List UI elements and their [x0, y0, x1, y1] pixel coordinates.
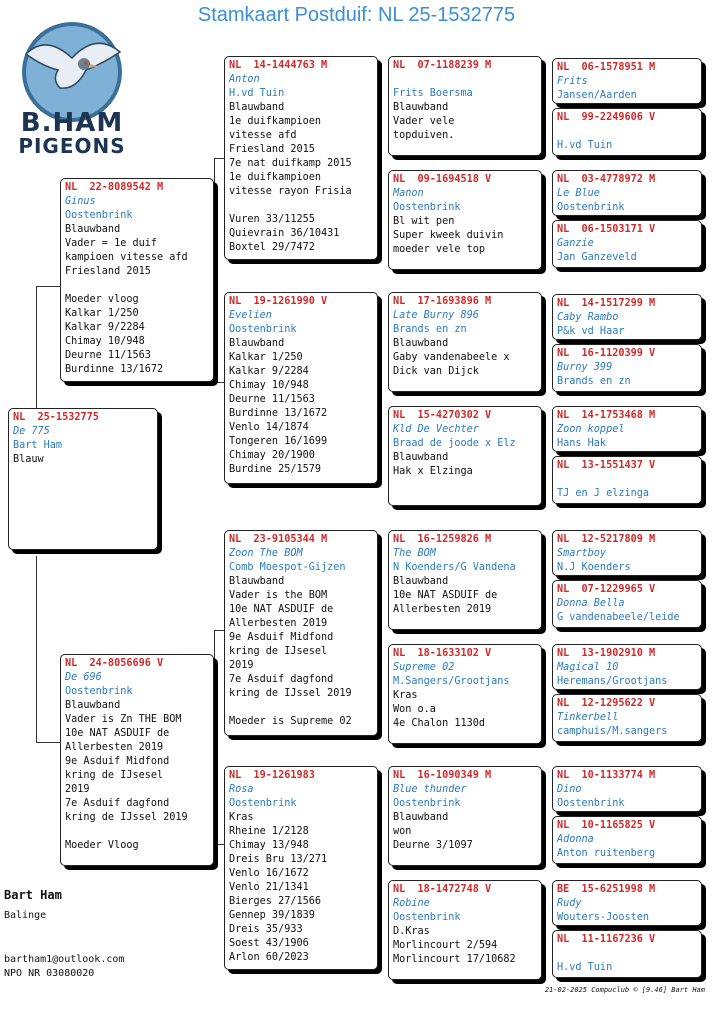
- detail-line: 7e Asduif dagfond: [65, 798, 170, 809]
- logo-text-bham: B.HAM: [20, 108, 124, 138]
- detail-line: Chimay 13/948: [229, 840, 309, 851]
- pigeon-name: Kld De Vechter: [393, 424, 479, 435]
- detail-line: 10e NAT ASDUIF de: [229, 604, 334, 615]
- detail-line: Gennep 39/1839: [229, 910, 315, 921]
- pedigree-card-dam-sire[interactable]: [224, 530, 378, 736]
- ring-number: NL 15-4270302 V: [393, 410, 492, 421]
- detail-line: topduiven.: [393, 130, 455, 141]
- owner-name: N Koenders/G Vandena: [393, 562, 516, 573]
- pedigree-card-dam-dam[interactable]: [224, 766, 378, 970]
- detail-line: Super kweek duivin: [393, 230, 504, 241]
- pigeon-name: Blue thunder: [393, 784, 467, 795]
- detail-line: Dreis 35/933: [229, 924, 303, 935]
- owner-name: Comb Moespot-Gijzen: [229, 562, 346, 573]
- pedigree-card-ggp[interactable]: [388, 880, 542, 980]
- detail-line: Hak x Elzinga: [393, 466, 473, 477]
- owner-name: Frits Boersma: [393, 88, 473, 99]
- owner-name: M.Sangers/Grootjans: [393, 676, 510, 687]
- detail-line: Blauwband: [393, 102, 449, 113]
- pedigree-card-ggp[interactable]: [388, 292, 542, 392]
- connector-line: [214, 630, 215, 844]
- ring-number: NL 19-1261983: [229, 770, 315, 781]
- pedigree-card-gggp[interactable]: [552, 530, 702, 576]
- owner-name: Oostenbrink: [557, 798, 625, 809]
- pigeon-name: Magical 10: [557, 662, 619, 673]
- pedigree-card-gggp[interactable]: [552, 294, 702, 340]
- pigeon-name: Ganzie: [557, 238, 594, 249]
- owner-name: Oostenbrink: [557, 202, 625, 213]
- pedigree-card-dam[interactable]: [60, 654, 214, 866]
- connector-line: [36, 556, 37, 742]
- ring-number: NL 07-1229965 V: [557, 584, 656, 595]
- detail-line: Deurne 11/1563: [229, 394, 315, 405]
- detail-line: 7e nat duifkamp 2015: [229, 158, 352, 169]
- detail-line: Friesland 2015: [65, 266, 151, 277]
- pigeon-name: Tinkerbell: [557, 712, 619, 723]
- detail-line: Tongeren 16/1699: [229, 436, 328, 447]
- ring-number: NL 16-1120399 V: [557, 348, 656, 359]
- detail-line: vitesse afd: [229, 130, 297, 141]
- ring-number: NL 03-4778972 M: [557, 174, 656, 185]
- owner-name: Brands en zn: [557, 376, 631, 387]
- detail-line: [65, 279, 209, 293]
- detail-line: Blauwband: [393, 452, 449, 463]
- detail-line: Kalkar 9/2284: [229, 366, 309, 377]
- ring-number: NL 11-1167236 V: [557, 934, 656, 945]
- breeder-city: Balinge: [4, 910, 47, 921]
- detail-line: Bl wit pen: [393, 216, 455, 227]
- pedigree-card-subject[interactable]: [8, 408, 158, 550]
- pigeon-name: De 775: [13, 426, 50, 437]
- owner-name: Oostenbrink: [393, 798, 461, 809]
- detail-line: Burdine 25/1579: [229, 464, 322, 475]
- owner-name: TJ en J elzinga: [557, 488, 650, 499]
- owner-name: Hans Hak: [557, 438, 607, 449]
- detail-line: Dick van Dijck: [393, 366, 479, 377]
- detail-line: Blauwband: [393, 576, 449, 587]
- pedigree-card-ggp[interactable]: [388, 644, 542, 744]
- detail-line: Blauwband: [65, 700, 121, 711]
- pedigree-card-gggp[interactable]: [552, 644, 702, 690]
- ring-number: NL 12-5217809 M: [557, 534, 656, 545]
- detail-line: 7e Asduif dagfond: [229, 674, 334, 685]
- ring-number: NL 14-1517299 M: [557, 298, 656, 309]
- ring-number: NL 18-1633102 V: [393, 648, 492, 659]
- ring-number: NL 06-1503171 V: [557, 224, 656, 235]
- pedigree-card-ggp[interactable]: [388, 56, 542, 156]
- detail-line: moeder vele top: [393, 244, 486, 255]
- pigeon-name: De 696: [65, 672, 102, 683]
- detail-line: 10e NAT ASDUIF de: [65, 728, 170, 739]
- owner-name: Jansen/Aarden: [557, 90, 637, 101]
- detail-line: Burdinne 13/1672: [229, 408, 328, 419]
- detail-line: Morlincourt 2/594: [393, 940, 498, 951]
- connector-line: [36, 286, 37, 410]
- owner-name: H.vd Tuin: [557, 962, 613, 973]
- breeder-name: Bart Ham: [4, 888, 62, 902]
- connector-line: [36, 286, 60, 287]
- owner-name: Braad de joode x Elz: [393, 438, 516, 449]
- detail-line: 9e Asduif Midfond: [229, 632, 334, 643]
- detail-line: Allerbesten 2019: [393, 604, 492, 615]
- ring-number: NL 14-1444763 M: [229, 60, 328, 71]
- detail-line: kampioen vitesse afd: [65, 252, 188, 263]
- owner-name: Oostenbrink: [65, 686, 133, 697]
- pigeon-name: Ginus: [65, 196, 96, 207]
- detail-line: Boxtel 29/7472: [229, 242, 315, 253]
- ring-number: NL 18-1472748 V: [393, 884, 492, 895]
- detail-line: Kras: [229, 812, 254, 823]
- detail-line: Moeder vloog: [65, 294, 139, 305]
- pigeon-name: Rudy: [557, 898, 582, 909]
- detail-line: kring de IJsesel: [229, 646, 328, 657]
- detail-line: Dreis Bru 13/271: [229, 854, 328, 865]
- pigeon-name: [557, 947, 697, 961]
- detail-line: Morlincourt 17/10682: [393, 954, 516, 965]
- ring-number: NL 99-2249606 V: [557, 112, 656, 123]
- pigeon-name: Le Blue: [557, 188, 600, 199]
- pedigree-card-ggp[interactable]: [388, 170, 542, 270]
- detail-line: Chimay 10/948: [65, 336, 145, 347]
- detail-line: Burdinne 13/1672: [65, 364, 164, 375]
- detail-line: 2019: [65, 784, 90, 795]
- ring-number: NL 10-1133774 M: [557, 770, 656, 781]
- detail-line: Arlon 60/2023: [229, 952, 309, 963]
- pigeon-name: Evelien: [229, 310, 272, 321]
- detail-line: kring de IJsesel: [65, 770, 164, 781]
- owner-name: Brands en zn: [393, 324, 467, 335]
- pigeon-name: [393, 73, 537, 87]
- detail-line: 1e duifkampioen: [229, 116, 322, 127]
- pedigree-card-gggp[interactable]: [552, 766, 702, 812]
- detail-line: Rheine 1/2128: [229, 826, 309, 837]
- owner-name: G vandenabeele/leide: [557, 612, 680, 623]
- pedigree-card-gggp[interactable]: [552, 816, 702, 864]
- ring-number: NL 13-1551437 V: [557, 460, 656, 471]
- detail-line: Moeder Vloog: [65, 840, 139, 851]
- pigeon-name: Smartboy: [557, 548, 607, 559]
- detail-line: Venlo 21/1341: [229, 882, 309, 893]
- detail-line: Soest 43/1906: [229, 938, 309, 949]
- ring-number: NL 12-1295622 V: [557, 698, 656, 709]
- pigeon-name: [557, 125, 697, 139]
- owner-name: Oostenbrink: [393, 202, 461, 213]
- detail-line: Chimay 20/1900: [229, 450, 315, 461]
- pigeon-name: Donna Bella: [557, 598, 625, 609]
- pedigree-card-gggp[interactable]: [552, 930, 702, 978]
- detail-line: Friesland 2015: [229, 144, 315, 155]
- detail-line: Kalkar 1/250: [229, 352, 303, 363]
- detail-line: Vuren 33/11255: [229, 214, 315, 225]
- owner-name: Oostenbrink: [393, 912, 461, 923]
- ring-number: NL 16-1259826 M: [393, 534, 492, 545]
- detail-line: Vader is the BOM: [229, 590, 328, 601]
- connector-line: [214, 158, 215, 382]
- logo-text-pigeons: PIGEONS: [18, 134, 126, 158]
- ring-number: NL 13-1902910 M: [557, 648, 656, 659]
- detail-line: Allerbesten 2019: [65, 742, 164, 753]
- detail-line: Blauwband: [393, 338, 449, 349]
- detail-line: Bierges 27/1566: [229, 896, 322, 907]
- pedigree-card-ggp[interactable]: [388, 530, 542, 630]
- pedigree-card-ggp[interactable]: [388, 406, 542, 506]
- owner-name: Oostenbrink: [65, 210, 133, 221]
- page-title: Stamkaart Postduif: NL 25-1532775: [197, 4, 516, 26]
- pedigree-card-gggp[interactable]: [552, 170, 702, 216]
- pedigree-card-ggp[interactable]: [388, 766, 542, 866]
- footer-credit: 21-02-2025 Compuclub © [9.46] Bart Ham: [544, 986, 705, 994]
- pedigree-card-gggp[interactable]: [552, 880, 702, 926]
- pedigree-card-sire[interactable]: [60, 178, 214, 382]
- owner-name: Heremans/Grootjans: [557, 676, 668, 687]
- detail-line: Deurne 3/1097: [393, 840, 473, 851]
- owner-name: Bart Ham: [13, 440, 63, 451]
- pigeon-name: Adonna: [557, 834, 594, 845]
- detail-line: Kras: [393, 690, 418, 701]
- detail-line: [229, 199, 373, 213]
- pedigree-card-sire-sire[interactable]: [224, 56, 378, 260]
- detail-line: 4e Chalon 1130d: [393, 718, 486, 729]
- owner-name: H.vd Tuin: [229, 88, 285, 99]
- pigeon-name: Zoon The BOM: [229, 548, 303, 559]
- pigeon-name: Rosa: [229, 784, 254, 795]
- detail-line: 10e NAT ASDUIF de: [393, 590, 498, 601]
- pigeon-name: Late Burny 896: [393, 310, 479, 321]
- ring-number: NL 07-1188239 M: [393, 60, 492, 71]
- owner-name: Jan Ganzeveld: [557, 252, 637, 263]
- ring-number: NL 14-1753468 M: [557, 410, 656, 421]
- detail-line: 2019: [229, 660, 254, 671]
- pedigree-card-gggp[interactable]: [552, 344, 702, 392]
- ring-number: NL 10-1165825 V: [557, 820, 656, 831]
- owner-name: Anton ruitenberg: [557, 848, 656, 859]
- ring-number: NL 17-1693896 M: [393, 296, 492, 307]
- owner-name: camphuis/M.sangers: [557, 726, 668, 737]
- ring-number: NL 23-9105344 M: [229, 534, 328, 545]
- pigeon-name: Manon: [393, 188, 424, 199]
- detail-line: Blauwband: [229, 338, 285, 349]
- detail-line: 1e duifkampioen: [229, 172, 322, 183]
- pedigree-card-gggp[interactable]: [552, 580, 702, 628]
- detail-line: Vader = 1e duif: [65, 238, 158, 249]
- owner-name: N.J Koenders: [557, 562, 631, 573]
- ring-number: BE 15-6251998 M: [557, 884, 656, 895]
- detail-line: [65, 825, 209, 839]
- connector-line: [214, 158, 224, 159]
- detail-line: 9e Asduif Midfond: [65, 756, 170, 767]
- detail-line: kring de IJssel 2019: [65, 812, 188, 823]
- detail-line: Blauwband: [65, 224, 121, 235]
- breeder-npo-number: NPO NR 03080020: [4, 968, 95, 979]
- detail-line: vitesse rayon Frisia: [229, 186, 352, 197]
- pigeon-name: The BOM: [393, 548, 436, 559]
- ring-number: NL 24-8056696 V: [65, 658, 164, 669]
- pigeon-name: Anton: [229, 74, 260, 85]
- connector-line: [214, 382, 224, 383]
- pedigree-card-gggp[interactable]: [552, 456, 702, 504]
- owner-name: Oostenbrink: [229, 324, 297, 335]
- detail-line: Blauw: [13, 454, 44, 465]
- logo: [6, 14, 138, 156]
- ring-number: NL 25-1532775: [13, 412, 99, 423]
- detail-line: Venlo 14/1874: [229, 422, 309, 433]
- detail-line: [229, 701, 373, 715]
- detail-line: Blauwband: [229, 102, 285, 113]
- pedigree-card-sire-dam[interactable]: [224, 292, 378, 484]
- detail-line: Gaby vandenabeele x: [393, 352, 510, 363]
- detail-line: won: [393, 826, 412, 837]
- pigeon-name: Robine: [393, 898, 430, 909]
- detail-line: D.Kras: [393, 926, 430, 937]
- detail-line: Moeder is Supreme 02: [229, 716, 352, 727]
- pigeon-name: Caby Rambo: [557, 312, 619, 323]
- pedigree-card-gggp[interactable]: [552, 108, 702, 156]
- owner-name: Oostenbrink: [229, 798, 297, 809]
- pedigree-card-gggp[interactable]: [552, 220, 702, 268]
- detail-line: kring de IJssel 2019: [229, 688, 352, 699]
- detail-line: Allerbesten 2019: [229, 618, 328, 629]
- pigeon-name: Zoon koppel: [557, 424, 625, 435]
- detail-line: Quievrain 36/10431: [229, 228, 340, 239]
- pedigree-card-gggp[interactable]: [552, 694, 702, 742]
- pigeon-name: Dino: [557, 784, 582, 795]
- ring-number: NL 22-8089542 M: [65, 182, 164, 193]
- detail-line: Won o.a: [393, 704, 436, 715]
- owner-name: P&k vd Haar: [557, 326, 625, 337]
- detail-line: Kalkar 9/2284: [65, 322, 145, 333]
- detail-line: Chimay 10/948: [229, 380, 309, 391]
- breeder-email[interactable]: bartham1@outlook.com: [4, 954, 125, 965]
- owner-name: H.vd Tuin: [557, 140, 613, 151]
- connector-line: [36, 742, 60, 743]
- detail-line: Venlo 16/1672: [229, 868, 309, 879]
- pigeon-name: Burny 399: [557, 362, 613, 373]
- detail-line: Kalkar 1/250: [65, 308, 139, 319]
- detail-line: Vader is Zn THE BOM: [65, 714, 182, 725]
- ring-number: NL 16-1090349 M: [393, 770, 492, 781]
- detail-line: Blauwband: [229, 576, 285, 587]
- pigeon-name: [557, 473, 697, 487]
- ring-number: NL 06-1578951 M: [557, 62, 656, 73]
- pigeon-name: Frits: [557, 76, 588, 87]
- connector-line: [214, 844, 224, 845]
- connector-line: [214, 630, 224, 631]
- pedigree-card-gggp[interactable]: [552, 406, 702, 452]
- ring-number: NL 19-1261990 V: [229, 296, 328, 307]
- pigeon-name: Supreme 02: [393, 662, 455, 673]
- ring-number: NL 09-1694518 V: [393, 174, 492, 185]
- detail-line: Vader vele: [393, 116, 455, 127]
- detail-line: Deurne 11/1563: [65, 350, 151, 361]
- detail-line: Blauwband: [393, 812, 449, 823]
- owner-name: Wouters-Joosten: [557, 912, 650, 923]
- pedigree-card-gggp[interactable]: [552, 58, 702, 104]
